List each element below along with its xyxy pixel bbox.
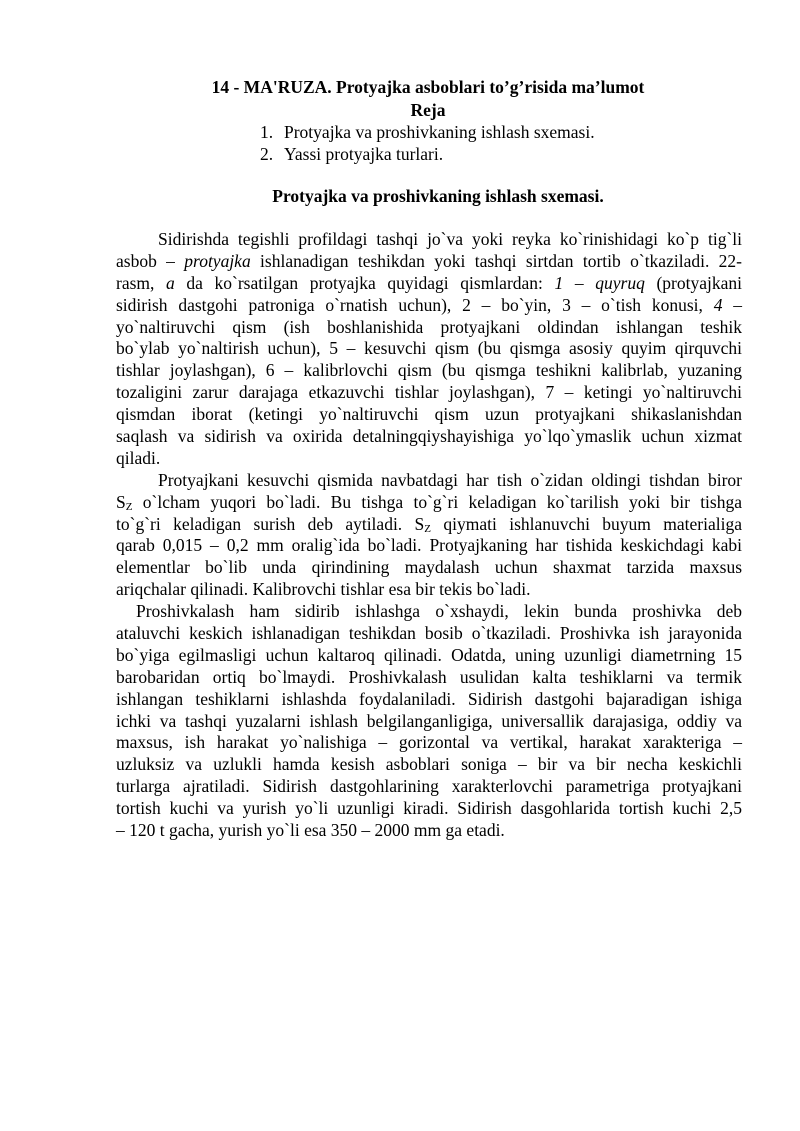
text-line: turlarga ajratiladi. Sidirish dastgohlarining xarakterlovchi parametriga protyajkani bbox=[116, 776, 742, 797]
text-line: qiladi. bbox=[116, 447, 161, 468]
italic-term: a bbox=[166, 272, 175, 293]
text-line: saqlash va sidirish va oxirida detalningqiyshayishiga yo`lqo`ymaslik uchun xizmat bbox=[116, 426, 742, 447]
text-run: sidirish dastgohi patroniga o`rnatish uchun), 2 – bo`yin, 3 – o`tish konusi, bbox=[116, 294, 714, 315]
text-line: bo`ylab yo`naltirish uchun), 5 – kesuvchi qism (bu qismga asosiy quyim qirquvchi bbox=[116, 338, 742, 359]
symbol-s: S bbox=[116, 491, 126, 512]
paragraph-2 bbox=[116, 470, 742, 601]
text-line bbox=[116, 514, 742, 536]
text-line bbox=[116, 492, 742, 514]
plan-list bbox=[260, 121, 595, 165]
text-run: qiymati ishlanuvchi buyum materialiga bbox=[431, 513, 743, 534]
text-run: (protyajkani bbox=[644, 272, 742, 293]
text-run: to`g`ri keladigan surish deb aytiladi. S bbox=[116, 513, 425, 534]
plan-item bbox=[260, 143, 595, 165]
plan-item-number: 2. bbox=[260, 144, 274, 164]
plan-item-text: Yassi protyajka turlari. bbox=[284, 144, 444, 164]
section-heading: Protyajka va proshivkaning ishlash sxemasi. bbox=[272, 186, 604, 206]
text-line: ishlangan teshiklarni ishlashda foydalaniladi. Sidirish dastgohi bajaradigan ishiga bbox=[116, 688, 742, 709]
text-run: – bbox=[722, 294, 743, 315]
text-line bbox=[116, 251, 742, 273]
text-line: Proshivkalash ham sidirib ishlashga o`xshaydi, lekin bunda proshivka deb bbox=[136, 601, 742, 622]
text-line: Sidirishda tegishli profildagi tashqi jo`va yoki reyka ko`rinishidagi ko`p tig`li bbox=[158, 229, 742, 249]
paragraph-1 bbox=[116, 229, 742, 470]
text-line: qismdan iborat (ketingi yo`naltiruvchi qism uzun protyajkani shikaslanishdan bbox=[116, 404, 742, 425]
text-line bbox=[116, 295, 742, 317]
text-line: qarab 0,015 – 0,2 mm oralig`ida bo`ladi. Protyajkaning har tishida keskichdagi kabi bbox=[116, 535, 742, 556]
text-line: ataluvchi keskich ishlanadigan teshikdan bosib o`tkaziladi. Proshivka ish jarayonida bbox=[116, 623, 742, 644]
text-line: barobaridan ortiq bo`lmaydi. Proshivkalash usulidan kalta teshiklarni va termik bbox=[116, 666, 742, 687]
text-line: yo`naltiruvchi qism (ish boshlanishida protyajkani oldindan ishlangan teshik bbox=[116, 316, 742, 337]
italic-term: 4 bbox=[713, 294, 723, 315]
text-run: rasm, bbox=[116, 272, 167, 293]
subscript-z: Z bbox=[424, 522, 432, 535]
plan-item bbox=[260, 121, 595, 143]
text-line: ichki va tashqi yuzalarni ishlash belgilanganligiga, universallik darajasiga, oddiy va bbox=[116, 710, 742, 731]
text-run: asbob – bbox=[116, 250, 185, 271]
text-line: tozaligini zarur darajaga etkazuvchi tishlar joylashgan), 7 – ketingi yo`naltiruvchi bbox=[116, 382, 742, 403]
text-line: bo`yiga egilmasligi uchun kaltaroq qilinadi. Odatda, uning uzunligi diametrning 15 bbox=[116, 644, 742, 665]
text-line: maxsus, ish harakat yo`nalishiga – gorizontal va vertikal, harakat xarakteriga – bbox=[116, 732, 742, 753]
paragraph-3 bbox=[116, 601, 742, 842]
italic-term: 1 – quyruq bbox=[554, 272, 645, 293]
body-text bbox=[116, 229, 742, 842]
plan-heading: Reja bbox=[410, 100, 446, 120]
text-line bbox=[116, 273, 742, 295]
text-run: o`lcham yuqori bo`ladi. Bu tishga to`g`ri keladigan ko`tarilish yoki bir tishga bbox=[132, 491, 742, 512]
lecture-title: 14 - MA'RUZA. Protyajka asboblari to’g’risida ma’lumot bbox=[211, 77, 645, 97]
text-line: tortish kuchi va yurish yo`li uzunligi kiradi. Sidirish dasgohlarida tortish kuchi 2,5 bbox=[116, 798, 742, 819]
plan-item-text: Protyajka va proshivkaning ishlash sxemasi. bbox=[284, 122, 595, 142]
text-line: tishlar joylashgan), 6 – kalibrlovchi qism (bu qismga teshikni kalibrlab, yuzaning bbox=[116, 360, 742, 381]
text-run: da ko`rsatilgan protyajka quyidagi qismlardan: bbox=[174, 272, 555, 293]
italic-term: protyajka bbox=[184, 250, 251, 271]
subscript-z: Z bbox=[125, 500, 133, 513]
plan-item-number: 1. bbox=[260, 122, 274, 142]
text-line: elementlar bo`lib unda qirindining maydalash uchun shaxmat tarzida maxsus bbox=[116, 557, 742, 578]
text-line: uzluksiz va uzlukli hamda kesish asboblari soniga – bir va bir necha keskichli bbox=[116, 754, 742, 775]
text-line: Protyajkani kesuvchi qismida navbatdagi har tish o`zidan oldingi tishdan biror bbox=[158, 469, 742, 490]
text-run: ishlanadigan teshikdan yoki tashqi sirtdan tortib o`tkaziladi. 22- bbox=[250, 250, 742, 271]
text-line: ariqchalar qilinadi. Kalibrovchi tishlar esa bir tekis bo`ladi. bbox=[116, 579, 531, 600]
text-line: – 120 t gacha, yurish yo`li esa 350 – 2000 mm ga etadi. bbox=[116, 820, 505, 841]
